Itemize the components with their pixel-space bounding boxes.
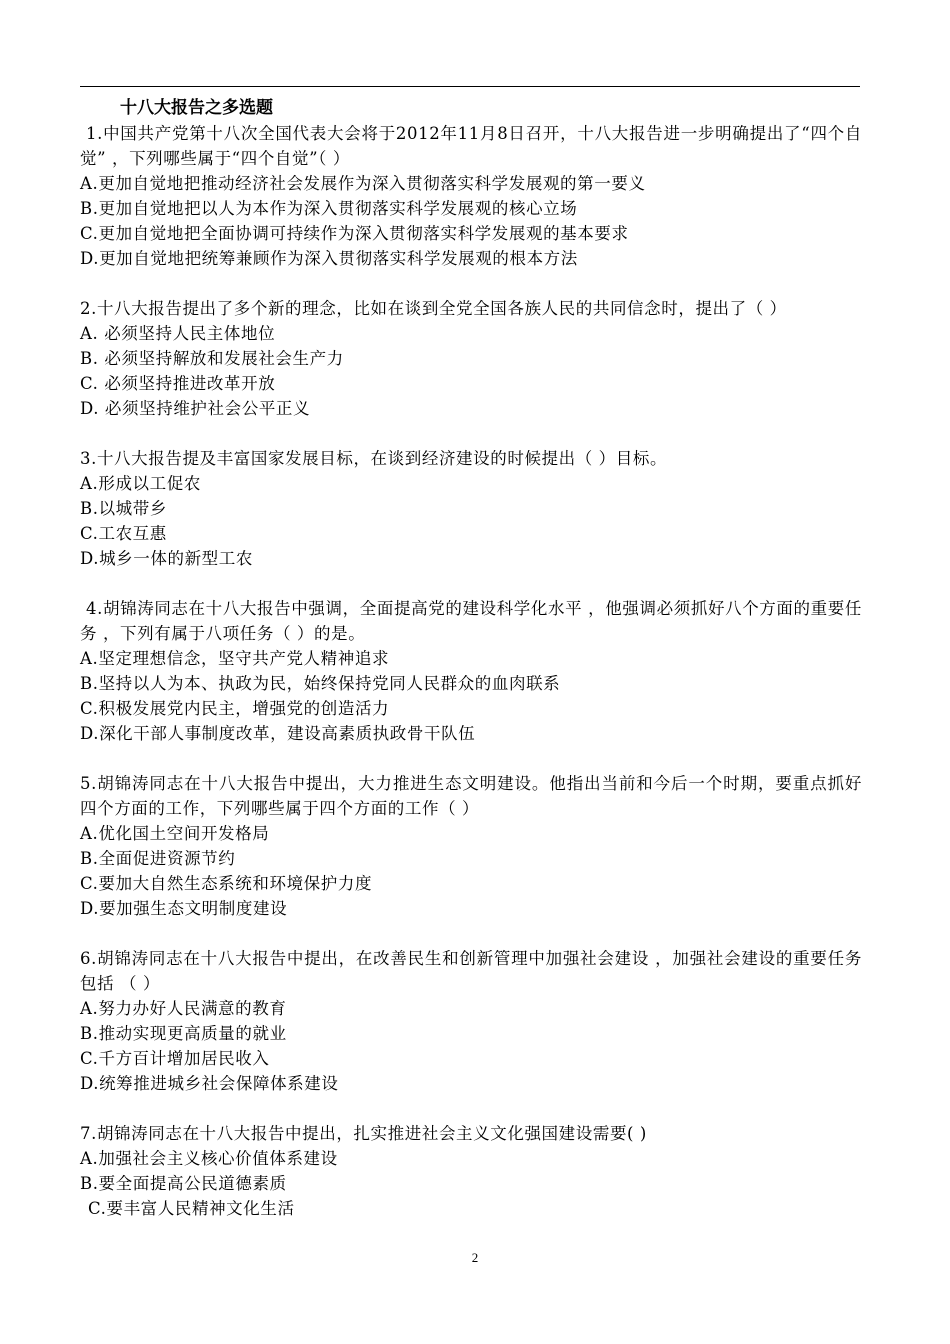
question-1-option-b: B.更加自觉地把以人为本作为深入贯彻落实科学发展观的核心立场 bbox=[80, 199, 578, 218]
question-1-text: 1.中国共产党第十八次全国代表大会将于2012年11月8日召开，十八大报告进一步明确提出了“四个自觉” ，下列哪些属于“四个自觉”（ ） bbox=[80, 124, 862, 168]
document-body bbox=[80, 96, 862, 1221]
question-4-text: 4.胡锦涛同志在十八大报告中强调，全面提高党的建设科学化水平 ，他强调必须抓好八个方面的重要任务 ，下列有属于八项任务（ ）的是。 bbox=[80, 599, 862, 643]
question-1-options bbox=[80, 171, 862, 271]
question-6-option-c: C.千方百计增加居民收入 bbox=[80, 1049, 270, 1068]
question-5-option-a: A.优化国土空间开发格局 bbox=[80, 824, 270, 843]
question-7-option-c: C.要丰富人民精神文化生活 bbox=[88, 1199, 295, 1218]
question-2-option-b: B. 必须坚持解放和发展社会生产力 bbox=[80, 349, 344, 368]
question-2-option-d: D. 必须坚持维护社会公平正义 bbox=[80, 399, 311, 418]
question-4 bbox=[80, 596, 862, 746]
question-2-option-a: A. 必须坚持人民主体地位 bbox=[80, 324, 276, 343]
question-2 bbox=[80, 296, 862, 421]
question-3-text: 3.十八大报告提及丰富国家发展目标，在谈到经济建设的时候提出（ ）目标。 bbox=[80, 449, 668, 468]
question-6-text: 6.胡锦涛同志在十八大报告中提出，在改善民生和创新管理中加强社会建设 ，加强社会建设的重要任务包括 （ ） bbox=[80, 949, 862, 993]
question-4-option-c: C.积极发展党内民主，增强党的创造活力 bbox=[80, 699, 390, 718]
question-7-option-b: B.要全面提高公民道德素质 bbox=[80, 1174, 287, 1193]
question-2-option-c: C. 必须坚持推进改革开放 bbox=[80, 374, 276, 393]
question-4-option-b: B.坚持以人为本、执政为民，始终保持党同人民群众的血肉联系 bbox=[80, 674, 561, 693]
question-6 bbox=[80, 946, 862, 1096]
question-5-options bbox=[80, 821, 862, 921]
question-3-option-b: B.以城带乡 bbox=[80, 499, 167, 518]
question-6-option-b: B.推动实现更高质量的就业 bbox=[80, 1024, 287, 1043]
question-4-option-a: A.坚定理想信念，坚守共产党人精神追求 bbox=[80, 649, 390, 668]
question-5-text: 5.胡锦涛同志在十八大报告中提出，大力推进生态文明建设。他指出当前和今后一个时期，要重点抓好四个方面的工作，下列哪些属于四个方面的工作（ ） bbox=[80, 774, 862, 818]
question-5-option-d: D.要加强生态文明制度建设 bbox=[80, 899, 288, 918]
question-7-text: 7.胡锦涛同志在十八大报告中提出，扎实推进社会主义文化强国建设需要( ) bbox=[80, 1124, 647, 1143]
question-4-options bbox=[80, 646, 862, 746]
question-2-options bbox=[80, 321, 862, 421]
question-7-option-a: A.加强社会主义核心价值体系建设 bbox=[80, 1149, 338, 1168]
question-7-options bbox=[80, 1146, 862, 1221]
question-1-option-c: C.更加自觉地把全面协调可持续作为深入贯彻落实科学发展观的基本要求 bbox=[80, 224, 629, 243]
question-5 bbox=[80, 771, 862, 921]
question-5-option-b: B.全面促进资源节约 bbox=[80, 849, 236, 868]
question-3 bbox=[80, 446, 862, 571]
question-2-text: 2.十八大报告提出了多个新的理念，比如在谈到全党全国各族人民的共同信念时，提出了（ ） bbox=[80, 299, 787, 318]
header-rule bbox=[80, 86, 860, 87]
question-5-option-c: C.要加大自然生态系统和环境保护力度 bbox=[80, 874, 373, 893]
document-title: 十八大报告之多选题 bbox=[120, 98, 273, 118]
question-3-option-c: C.工农互惠 bbox=[80, 524, 167, 543]
question-6-option-a: A.努力办好人民满意的教育 bbox=[80, 999, 287, 1018]
page-number: 2 bbox=[471, 1250, 479, 1265]
question-6-option-d: D.统筹推进城乡社会保障体系建设 bbox=[80, 1074, 339, 1093]
question-3-option-a: A.形成以工促农 bbox=[80, 474, 201, 493]
question-1-option-d: D.更加自觉地把统筹兼顾作为深入贯彻落实科学发展观的根本方法 bbox=[80, 249, 578, 268]
question-1-option-a: A.更加自觉地把推动经济社会发展作为深入贯彻落实科学发展观的第一要义 bbox=[80, 174, 646, 193]
question-3-option-d: D.城乡一体的新型工农 bbox=[80, 549, 253, 568]
question-1 bbox=[80, 121, 862, 271]
question-7 bbox=[80, 1121, 862, 1221]
question-4-option-d: D.深化干部人事制度改革，建设高素质执政骨干队伍 bbox=[80, 724, 476, 743]
question-6-options bbox=[80, 996, 862, 1096]
question-3-options bbox=[80, 471, 862, 571]
